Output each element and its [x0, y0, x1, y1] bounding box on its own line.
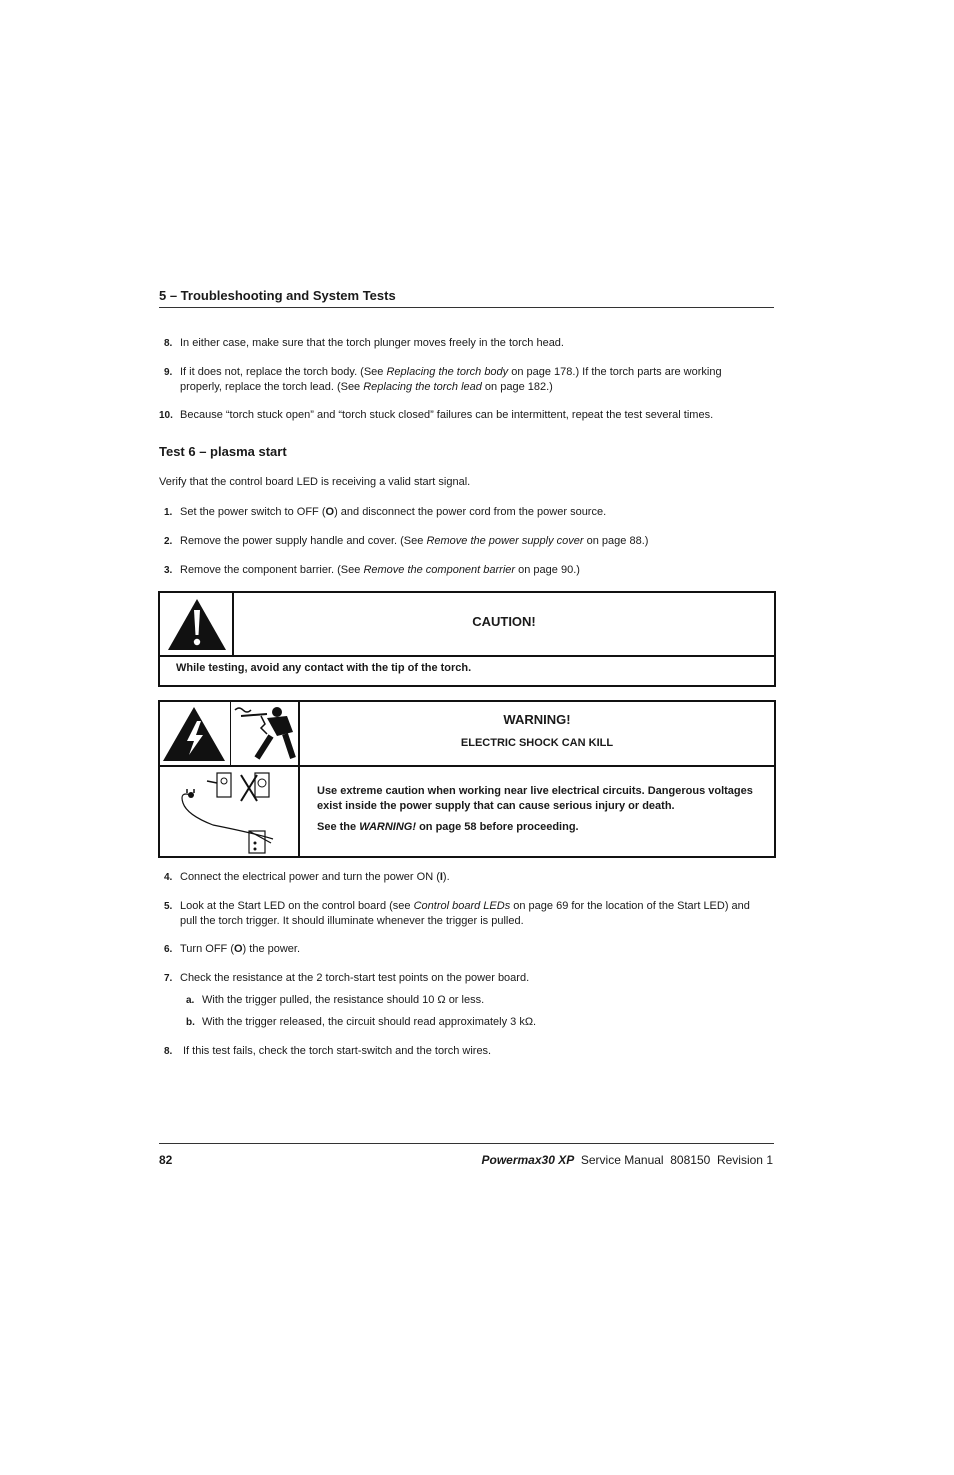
- cross-reference: WARNING!: [359, 821, 417, 833]
- electric-hazard-icon: [161, 703, 229, 763]
- warning-icons-top: [160, 702, 300, 766]
- step-text: Check the resistance at the 2 torch-start test points on the power board.: [180, 972, 530, 984]
- sub-step-letter: b.: [186, 1017, 195, 1028]
- step-number: 1.: [164, 507, 173, 518]
- page-number: 82: [159, 1153, 173, 1167]
- step-number: 10.: [159, 410, 173, 421]
- sub-step-text: With the trigger pulled, the resistance should 10 Ω or less.: [202, 994, 485, 1006]
- caution-icon-cell: [160, 593, 234, 656]
- warning-box: [158, 700, 776, 858]
- sub-step-letter: a.: [186, 995, 195, 1006]
- test-intro: Verify that the control board LED is receiving a valid start signal.: [159, 476, 471, 488]
- caution-title: CAUTION!: [472, 614, 536, 629]
- step-number: 6.: [164, 944, 173, 955]
- step-text: If this test fails, check the torch start-switch and the torch wires.: [183, 1045, 492, 1057]
- warning-text: Use extreme caution when working near live electrical circuits. Dangerous voltages exist inside the power supply that can cause serious injury or death.: [317, 785, 753, 812]
- step-text: Look at the Start LED on the control board (see Control board LEDs on page 69 for the location of the Start LED) and pull the torch trigger. It should illuminate whenever the trigger is pulled.: [180, 900, 750, 927]
- step-number: 4.: [164, 872, 173, 883]
- step-number: 9.: [164, 367, 173, 378]
- sub-step-text: With the trigger released, the circuit should read approximately 3 kΩ.: [202, 1016, 537, 1028]
- step-text: Turn OFF (O) the power.: [180, 943, 301, 955]
- cross-reference: Replacing the torch body: [386, 366, 509, 378]
- cross-reference: Remove the power supply cover: [426, 535, 584, 547]
- warning-triangle-icon: [161, 594, 231, 654]
- warning-subtitle: ELECTRIC SHOCK CAN KILL: [460, 737, 614, 749]
- test-heading: Test 6 – plasma start: [159, 444, 287, 459]
- off-symbol: O: [325, 506, 335, 518]
- caution-divider: [160, 655, 774, 657]
- caution-text: While testing, avoid any contact with the tip of the torch.: [176, 662, 472, 674]
- step-text: Remove the power supply handle and cover. (See Remove the power supply cover on page 88.): [180, 535, 649, 547]
- document-id: Service Manual 808150 Revision 1: [580, 1153, 773, 1167]
- step-number: 5.: [164, 901, 173, 912]
- warning-icons-bottom: [160, 767, 300, 856]
- step-number: 2.: [164, 536, 173, 547]
- step-number: 7.: [164, 973, 173, 984]
- header-rule: [159, 307, 774, 308]
- section-header: 5 – Troubleshooting and System Tests: [159, 288, 396, 303]
- cross-reference: Replacing the torch lead: [363, 381, 482, 393]
- step-text: If it does not, replace the torch body. (See Replacing the torch body on page 178.) If the torch parts are working properly, replace the torch lead. (See Replacing the torch lead on page 182.): [180, 366, 722, 393]
- on-symbol: I: [439, 871, 443, 883]
- step-text: Because “torch stuck open” and “torch stuck closed” failures can be intermittent, repeat the test several times.: [180, 409, 714, 421]
- step-text: In either case, make sure that the torch plunger moves freely in the torch head.: [180, 337, 564, 349]
- step-number: 3.: [164, 565, 173, 576]
- footer-document-info: [481, 1153, 773, 1167]
- step-text: Connect the electrical power and turn the power ON (I).: [180, 871, 450, 883]
- warning-see-also: See the WARNING! on page 58 before proceeding.: [317, 821, 579, 833]
- electric-shock-person-icon: [231, 702, 299, 764]
- footer-rule: [159, 1143, 774, 1144]
- cross-reference: Control board LEDs: [413, 900, 511, 912]
- caution-box: [158, 591, 776, 687]
- cross-reference: Remove the component barrier: [363, 564, 516, 576]
- step-text: Remove the component barrier. (See Remove the component barrier on page 90.): [180, 564, 580, 576]
- warning-title: WARNING!: [503, 712, 571, 727]
- disconnect-power-icon: [161, 767, 297, 855]
- step-number: 8.: [164, 338, 173, 349]
- step-number: 8.: [164, 1046, 173, 1057]
- product-name: Powermax30 XP: [481, 1153, 575, 1167]
- step-text: Set the power switch to OFF (O) and disconnect the power cord from the power source.: [180, 506, 607, 518]
- off-symbol: O: [233, 943, 243, 955]
